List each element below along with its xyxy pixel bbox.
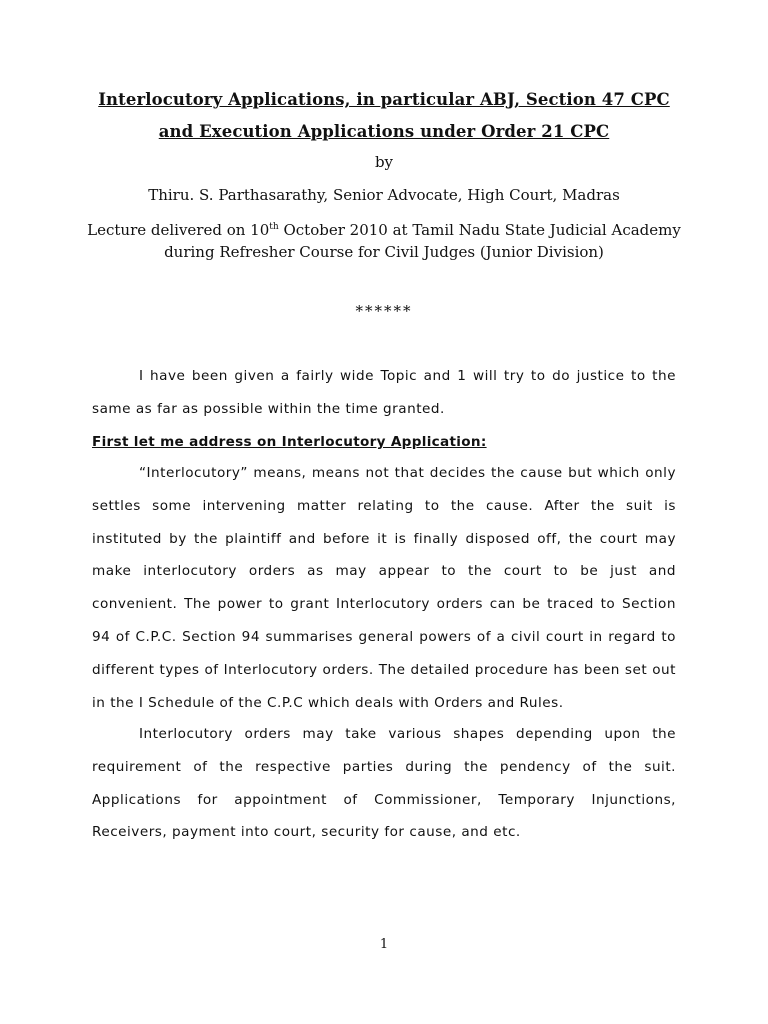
paragraph-intro: I have been given a fairly wide Topic and 1 will try to do justice to the same as far as possible within the time granted.	[92, 368, 676, 417]
document-title-line-2: and Execution Applications under Order 21 CPC	[158, 122, 610, 141]
paragraph-interlocutory-definition: “Interlocutory” means, means not that decides the cause but which only settles some intervening matter relating to the cause. After the suit is instituted by the plaintiff and before it is finally disposed off, the court may make interlocutory orders as may appear to the court to be just and convenient. The power to grant Interlocutory orders can be traced to Section 94 of C.P.C. Section 94 summarises general powers of a civil court in regard to different types of Interlocutory orders. The detailed procedure has been set out in the I Schedule of the C.P.C which deals with Orders and Rules.	[92, 465, 676, 711]
byline-by: by	[374, 153, 394, 171]
lecture-suffix: October 2010 at Tamil Nadu State Judicial Academy	[278, 221, 681, 239]
lecture-info	[0, 219, 768, 263]
author-line: Thiru. S. Parthasarathy, Senior Advocate, High Court, Madras	[148, 186, 620, 204]
section-separator: ******	[355, 302, 413, 320]
document-title-line-1: Interlocutory Applications, in particular ABJ, Section 47 CPC	[98, 90, 670, 109]
page-number: 1	[379, 937, 389, 952]
paragraph-interlocutory-orders: Interlocutory orders may take various shapes depending upon the requirement of the respective parties during the pendency of the suit. Applications for appointment of Commissioner, Temporary Injunctions, Receivers, payment into court, security for cause, and etc.	[92, 726, 676, 841]
lecture-line-1	[0, 219, 768, 241]
lecture-line-2: during Refresher Course for Civil Judges (Junior Division)	[164, 243, 604, 261]
lecture-date-superscript: th	[269, 222, 279, 232]
lecture-prefix: Lecture delivered on 10	[87, 221, 270, 239]
section-heading: First let me address on Interlocutory Application:	[92, 434, 487, 450]
